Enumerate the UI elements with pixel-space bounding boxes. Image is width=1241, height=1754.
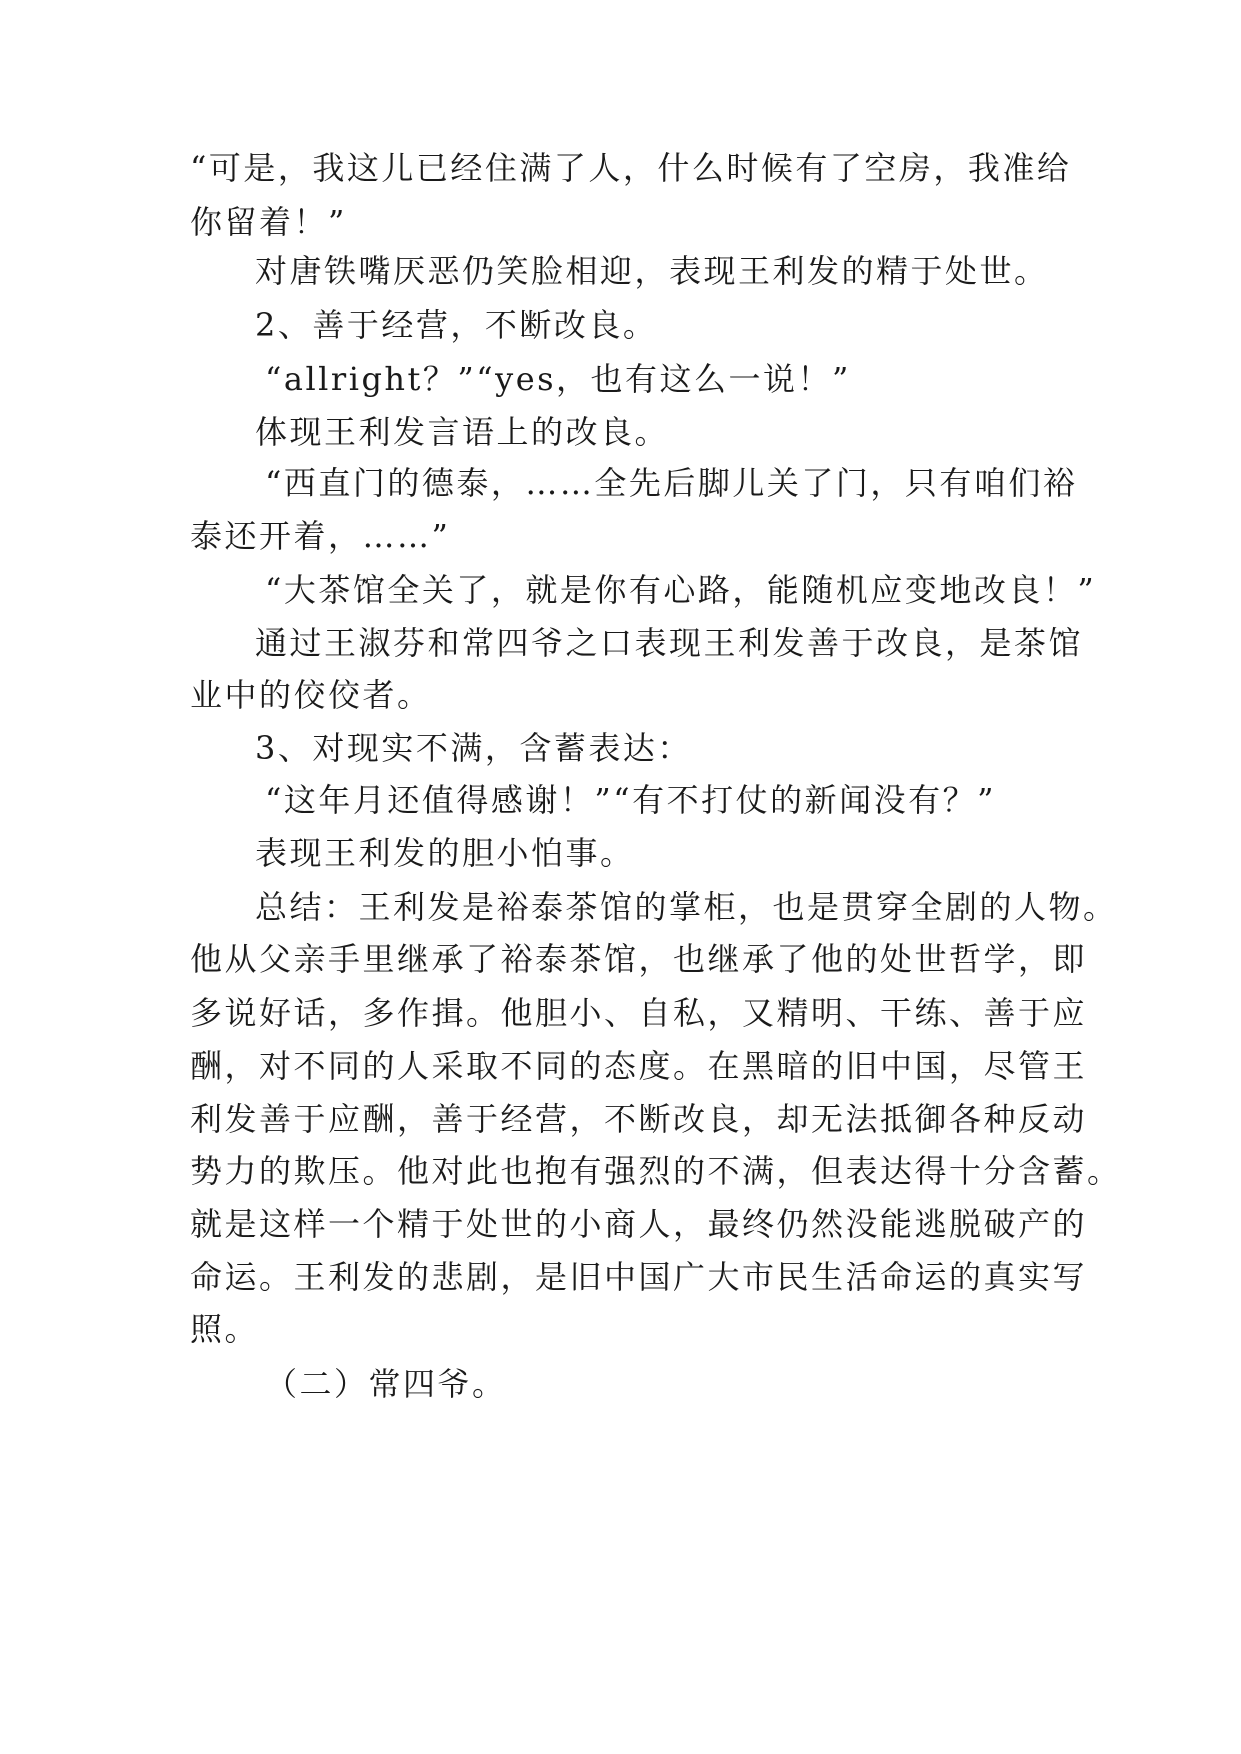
text-line: 对唐铁嘴厌恶仍笑脸相迎，表现王利发的精于处世。 bbox=[255, 252, 1049, 290]
text-line: 他从父亲手里继承了裕泰茶馆，也继承了他的处世哲学，即 bbox=[190, 940, 1088, 978]
text-line: 总结：王利发是裕泰茶馆的掌柜，也是贯穿全剧的人物。 bbox=[255, 888, 1118, 926]
text-line: 照。 bbox=[190, 1310, 260, 1348]
text-line: 通过王淑芬和常四爷之口表现王利发善于改良，是茶馆 bbox=[255, 624, 1084, 662]
text-line: 命运。王利发的悲剧，是旧中国广大市民生活命运的真实写 bbox=[190, 1258, 1088, 1296]
text-line: “西直门的德泰，……全先后脚儿关了门，只有咱们裕 bbox=[265, 464, 1078, 502]
text-line: 3、对现实不满，含蓄表达： bbox=[255, 729, 692, 767]
text-line: 你留着！” bbox=[190, 203, 347, 241]
text-line: 业中的佼佼者。 bbox=[190, 676, 432, 714]
text-line: “这年月还值得感谢！”“有不打仗的新闻没有？” bbox=[265, 781, 996, 819]
text-line: 体现王利发言语上的改良。 bbox=[255, 413, 670, 451]
text-line: 势力的欺压。他对此也抱有强烈的不满，但表达得十分含蓄。 bbox=[190, 1152, 1122, 1190]
text-line: 表现王利发的胆小怕事。 bbox=[255, 834, 635, 872]
text-line: 就是这样一个精于处世的小商人，最终仍然没能逃脱破产的 bbox=[190, 1205, 1088, 1243]
text-line: 多说好话，多作揖。他胆小、自私，又精明、干练、善于应 bbox=[190, 994, 1088, 1032]
section-heading: （二）常四爷。 bbox=[265, 1365, 507, 1403]
text-line: 2、善于经营，不断改良。 bbox=[255, 306, 658, 344]
text-line: 利发善于应酬，善于经营，不断改良，却无法抵御各种反动 bbox=[190, 1100, 1088, 1138]
text-line: 酬，对不同的人采取不同的态度。在黑暗的旧中国，尽管王 bbox=[190, 1047, 1088, 1085]
text-line: “allright？”“yes，也有这么一说！” bbox=[265, 360, 851, 398]
text-line: “可是，我这儿已经住满了人，什么时候有了空房，我准给 bbox=[190, 149, 1072, 187]
text-line: “大茶馆全关了，就是你有心路，能随机应变地改良！” bbox=[265, 571, 1097, 609]
text-line: 泰还开着，……” bbox=[190, 517, 451, 555]
